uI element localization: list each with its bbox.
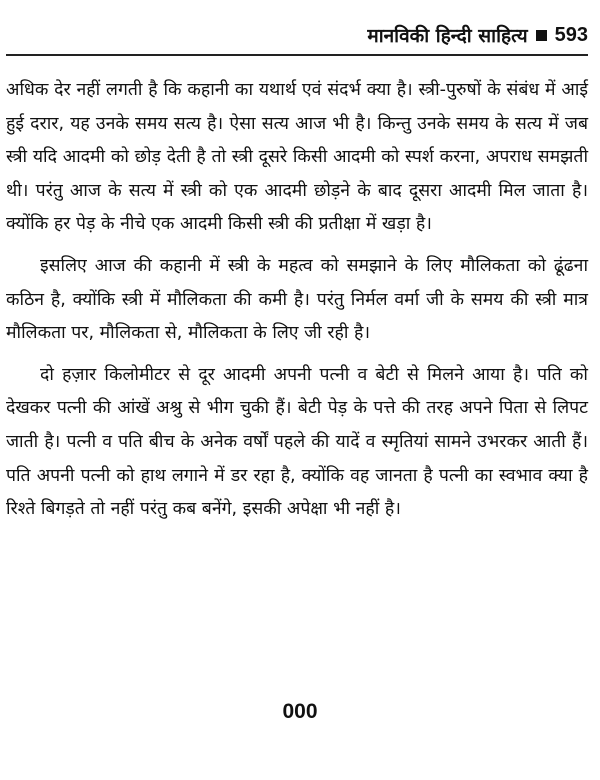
paragraph-2: इसलिए आज की कहानी में स्त्री के महत्व को समझाने के लिए मौलिकता को ढूंढना कठिन है, क्योंकि स्त्री में मौलिकता की कमी है। परंतु निर्मल वर्मा जी के समय की स्त्री मात्र मौलिकता पर, मौलिकता से, मौलिकता के लिए जी रही है। xyxy=(6,255,588,344)
header-rule xyxy=(6,54,588,56)
paragraph-1: अधिक देर नहीं लगती है कि कहानी का यथार्थ एवं संदर्भ क्या है। स्त्री-पुरुषों के संबंध में आई हुई दरार, यह उनके समय सत्य है। ऐसा सत्य आज भी है। किन्तु उनके समय के सत्य में जब स्त्री यदि आदमी को छोड़ देती है तो स्त्री दूसरे किसी आदमी को स्पर्श करना, अपराध समझती थी। परंतु आज के सत्य में स्त्री को एक आदमी छोड़ने के बाद दूसरा आदमी मिल जाता है। क्योंकि हर पेड़ के नीचे एक आदमी किसी स्त्री की प्रतीक्षा में खड़ा है। xyxy=(6,80,588,235)
paragraph-3: दो हज़ार किलोमीटर से दूर आदमी अपनी पत्नी व बेटी से मिलने आया है। पति को देखकर पत्नी की आंखें अश्रु से भीग चुकी हैं। बेटी पेड़ के पत्ते की तरह अपने पिता से लिपट जाती है। पत्नी व पति बीच के अनेक वर्षों पहले की यादें व स्मृतियां सामने उभरकर आती हैं। पति अपनी पत्नी को हाथ लगाने में डर रहा है, क्योंकि वह जानता है पत्नी का स्वभाव क्या है रिश्ते बिगड़ते तो नहीं परंतु कब बनेंगे, इसकी अपेक्षा भी नहीं है। xyxy=(6,364,588,520)
page-number: 593 xyxy=(554,23,588,46)
body-text xyxy=(6,74,588,527)
running-header xyxy=(367,22,588,48)
footer-code: 000 xyxy=(282,700,318,723)
square-bullet-icon xyxy=(536,30,547,41)
book-title: मानविकी हिन्दी साहित्य xyxy=(367,25,528,47)
